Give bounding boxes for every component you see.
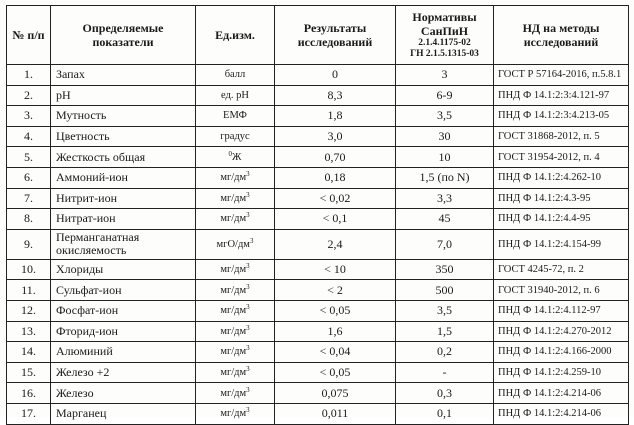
row-norm: 350 [396,259,494,280]
row-method: ГОСТ 4245-72, п. 2 [494,259,629,280]
row-num: 13. [7,321,51,342]
row-result: < 0,05 [275,362,396,383]
row-num: 17. [7,403,51,424]
unit-superscript: 3 [246,406,250,415]
header-indicator: Определяемые показатели [51,6,196,65]
row-norm: 6-9 [396,85,494,106]
row-method: ПНД Ф 14.1:2:3:4.121-97 [494,85,629,106]
row-indicator: Алюминий [51,342,196,363]
table-row [7,362,629,383]
unit-text: градус [220,131,250,143]
unit-superscript: 3 [246,323,250,332]
table-row [7,259,629,280]
row-result: 2,4 [275,229,396,259]
row-norm: 0,2 [396,342,494,363]
row-unit [196,300,275,321]
row-result: < 10 [275,259,396,280]
row-num: 15. [7,362,51,383]
header-method: НД на методы исследований [494,6,629,65]
row-result: 0 [275,65,396,86]
row-result: < 0,1 [275,209,396,230]
table-row [7,126,629,147]
row-unit [196,126,275,147]
table-header-row [7,6,629,65]
table-row [7,342,629,363]
header-norm-doc2: ГН 2.1.5.1315-03 [410,49,479,59]
row-indicator: Марганец [51,403,196,424]
unit-superscript: 3 [246,190,250,199]
row-method: ПНД Ф 14.1:2:4.270-2012 [494,321,629,342]
row-num: 8. [7,209,51,230]
unit-text: ЕМФ [223,110,247,122]
row-method: ПНД Ф 14.1:2:4.214-06 [494,403,629,424]
unit-superscript: 3 [249,236,254,245]
row-norm: 0,1 [396,403,494,424]
row-method: ПНД Ф 14.1:2:4.214-06 [494,383,629,404]
row-method: ПНД Ф 14.1:2:4.4-95 [494,209,629,230]
row-norm: - [396,362,494,383]
row-indicator: Нитрит-ион [51,188,196,209]
unit-text: мг/дм [220,408,247,420]
unit-text: мгО/дм [216,238,250,250]
row-num: 3. [7,106,51,127]
unit-text: мг/дм [220,284,247,296]
unit-text: ед. рН [221,89,249,101]
row-unit [196,147,275,168]
row-unit [196,188,275,209]
unit-text: мг/дм [220,213,247,225]
unit-superscript: 3 [246,170,250,179]
row-unit [196,403,275,424]
row-method: ПНД Ф 14.1:2:4.259-10 [494,362,629,383]
table-row [7,167,629,188]
row-unit [196,362,275,383]
table-row [7,280,629,301]
row-num: 7. [7,188,51,209]
row-unit [196,85,275,106]
row-indicator: Железо [51,383,196,404]
row-indicator: Перманганатная окисляемость [51,229,196,259]
row-unit [196,229,275,259]
unit-superscript: 3 [246,365,250,374]
row-indicator: Нитрат-ион [51,209,196,230]
row-num: 2. [7,85,51,106]
row-indicator: Хлориды [51,259,196,280]
row-result: 0,075 [275,383,396,404]
row-result: < 0,02 [275,188,396,209]
row-unit [196,167,275,188]
row-indicator: рН [51,85,196,106]
unit-text: мг/дм [220,387,247,399]
header-result: Результаты исследований [275,6,396,65]
row-norm: 3,5 [396,300,494,321]
row-norm: 7,0 [396,229,494,259]
row-num: 5. [7,147,51,168]
row-num: 16. [7,383,51,404]
row-method: ПНД Ф 14.1:2:4.3-95 [494,188,629,209]
row-indicator: Мутность [51,106,196,127]
unit-text: мг/дм [220,346,247,358]
row-num: 14. [7,342,51,363]
table-row [7,85,629,106]
row-result: 8,3 [275,85,396,106]
unit-text: мг/дм [220,305,247,317]
header-norm-title: Нормативы СанПиН [412,10,477,38]
row-unit [196,383,275,404]
unit-superscript: 3 [246,262,250,271]
table-row [7,300,629,321]
row-norm: 45 [396,209,494,230]
row-num: 4. [7,126,51,147]
row-indicator: Фторид-ион [51,321,196,342]
unit-superscript: 0 [228,149,233,158]
row-result: < 0,05 [275,300,396,321]
table-row [7,321,629,342]
row-result: 0,011 [275,403,396,424]
table-row [7,147,629,168]
table-row [7,188,629,209]
results-table [6,5,629,425]
unit-superscript: 3 [246,282,250,291]
row-num: 9. [7,229,51,259]
row-result: 1,6 [275,321,396,342]
row-norm: 3,3 [396,188,494,209]
row-norm: 500 [396,280,494,301]
header-norm-doc1: 2.1.4.1175-02 [418,38,471,48]
row-norm: 10 [396,147,494,168]
row-result: 0,70 [275,147,396,168]
row-result: < 0,04 [275,342,396,363]
row-num: 10. [7,259,51,280]
row-num: 11. [7,280,51,301]
row-unit [196,280,275,301]
header-unit: Ед.изм. [196,6,275,65]
unit-text: балл [224,69,246,81]
table-body [7,65,629,425]
row-indicator: Сульфат-ион [51,280,196,301]
unit-superscript: 3 [246,303,250,312]
row-method: ПНД Ф 14.1:2:4.112-97 [494,300,629,321]
unit-text: мг/дм [220,325,247,337]
table-row [7,65,629,86]
row-method: ПНД Ф 14.1:2:4.166-2000 [494,342,629,363]
row-indicator: Цветность [51,126,196,147]
row-norm: 0,3 [396,383,494,404]
row-norm: 30 [396,126,494,147]
header-norm [396,6,494,65]
unit-superscript: 3 [246,344,250,353]
row-unit [196,65,275,86]
row-method: ГОСТ 31954-2012, п. 4 [494,147,629,168]
row-method: ПНД Ф 14.1:2:4.262-10 [494,167,629,188]
row-unit [196,259,275,280]
table-row [7,209,629,230]
row-indicator: Железо +2 [51,362,196,383]
header-num: № п/п [7,6,51,65]
row-num: 1. [7,65,51,86]
row-method: ПНД Ф 14.1:2:4.154-99 [494,229,629,259]
row-result: < 2 [275,280,396,301]
row-norm: 1,5 (по N) [396,167,494,188]
row-indicator: Фосфат-ион [51,300,196,321]
unit-text: мг/дм [220,172,247,184]
row-method: ГОСТ 31868-2012, п. 5 [494,126,629,147]
table-row [7,229,629,259]
unit-superscript: 3 [246,385,250,394]
row-method: ГОСТ 31940-2012, п. 6 [494,280,629,301]
unit-text: мг/дм [220,264,247,276]
row-result: 1,8 [275,106,396,127]
table-row [7,383,629,404]
row-num: 12. [7,300,51,321]
row-num: 6. [7,167,51,188]
row-result: 0,18 [275,167,396,188]
row-indicator: Аммоний-ион [51,167,196,188]
row-indicator: Запах [51,65,196,86]
unit-superscript: 3 [246,211,250,220]
row-norm: 1,5 [396,321,494,342]
row-unit [196,106,275,127]
unit-text: мг/дм [220,367,247,379]
row-method: ПНД Ф 14.1:2:3:4.213-05 [494,106,629,127]
unit-text: мг/дм [220,192,247,204]
row-unit [196,209,275,230]
row-unit [196,342,275,363]
row-norm: 3,5 [396,106,494,127]
row-indicator: Жесткость общая [51,147,196,168]
table-row [7,403,629,424]
row-unit [196,321,275,342]
row-norm: 3 [396,65,494,86]
row-method: ГОСТ Р 57164-2016, п.5.8.1 [494,65,629,86]
table-row [7,106,629,127]
unit-text: Ж [232,151,242,163]
row-result: 3,0 [275,126,396,147]
